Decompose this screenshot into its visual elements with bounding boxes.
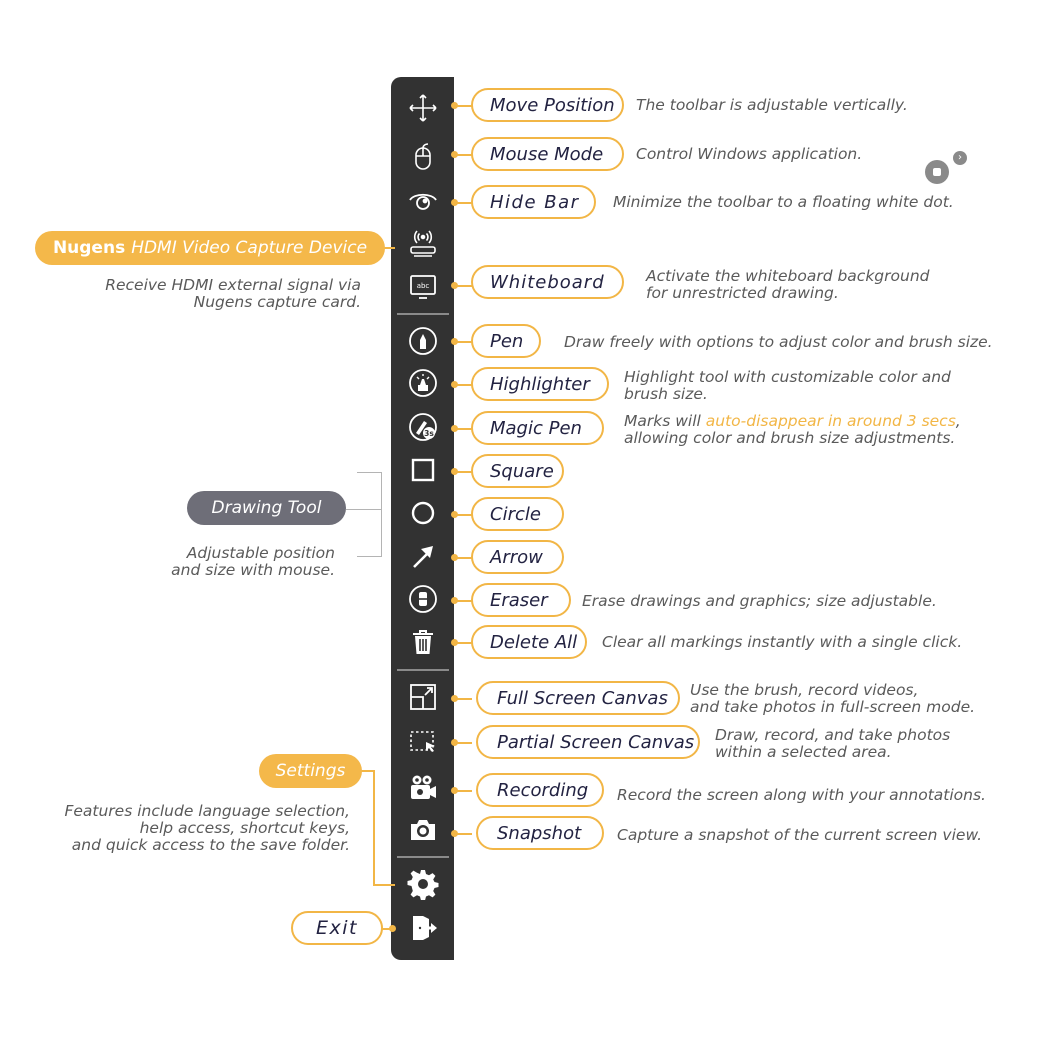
recording-button[interactable] (391, 768, 454, 808)
magic-pen-desc-highlight: auto-disappear in around 3 secs (705, 412, 956, 430)
settings-button[interactable] (391, 864, 454, 904)
trash-icon (407, 626, 439, 658)
video-camera-icon (407, 772, 439, 804)
whiteboard-desc (646, 268, 929, 302)
hdmi-signal-icon (407, 227, 439, 259)
pen-desc: Draw freely with options to adjust color and brush size. (564, 333, 993, 351)
arrow-icon (407, 540, 439, 572)
partial-screen-icon (407, 726, 439, 758)
arrow-label[interactable]: Arrow (471, 540, 564, 574)
partial-screen-desc-line1: Draw, record, and take photos (715, 726, 951, 744)
partial-screen-canvas-desc (715, 727, 950, 761)
highlighter-button[interactable] (391, 363, 454, 403)
drawing-tool-desc-line1: Adjustable position (186, 544, 335, 562)
whiteboard-label[interactable]: Whiteboard (471, 265, 624, 299)
move-icon (407, 92, 439, 124)
snapshot-label[interactable]: Snapshot (476, 816, 604, 850)
hdmi-brand: Nugens (52, 238, 126, 258)
magic-pen-icon (407, 411, 439, 443)
hide-bar-desc: Minimize the toolbar to a floating white dot. (613, 193, 954, 211)
hide-bar-label[interactable]: Hide Bar (471, 185, 596, 219)
whiteboard-icon (407, 270, 439, 302)
hdmi-desc-line2: Nugens capture card. (193, 293, 361, 311)
delete-all-button[interactable] (391, 622, 454, 662)
delete-all-desc: Clear all markings instantly with a single click. (602, 633, 963, 651)
whiteboard-icon-text: abc (416, 282, 429, 290)
highlighter-icon (407, 367, 439, 399)
move-position-desc: The toolbar is adjustable vertically. (636, 96, 908, 114)
magic-pen-desc (624, 413, 961, 447)
circle-icon (407, 497, 439, 529)
exit-button[interactable] (391, 908, 454, 948)
exit-icon (407, 912, 439, 944)
snapshot-button[interactable] (391, 810, 454, 850)
full-screen-canvas-button[interactable] (391, 677, 454, 717)
whiteboard-button[interactable] (391, 266, 454, 306)
settings-pill: Settings (259, 754, 362, 788)
whiteboard-desc-line1: Activate the whiteboard background (646, 267, 930, 285)
hdmi-capture-pill (35, 231, 385, 265)
eraser-label[interactable]: Eraser (471, 583, 571, 617)
gear-icon (407, 868, 439, 900)
magic-pen-desc-post: , (955, 412, 961, 430)
toolbar (391, 77, 454, 960)
hdmi-desc (40, 277, 361, 311)
partial-screen-canvas-label[interactable]: Partial Screen Canvas (476, 725, 700, 759)
full-screen-icon (407, 681, 439, 713)
full-screen-canvas-label[interactable]: Full Screen Canvas (476, 681, 680, 715)
eye-icon (407, 184, 439, 216)
square-label[interactable]: Square (471, 454, 564, 488)
square-icon (407, 454, 439, 486)
settings-desc (20, 803, 350, 854)
settings-desc-line2: help access, shortcut keys, (139, 819, 350, 837)
highlighter-desc-line2: brush size. (624, 385, 708, 403)
pen-button[interactable] (391, 321, 454, 361)
floating-dot[interactable] (925, 160, 949, 184)
drawing-tool-desc (100, 545, 335, 579)
full-screen-canvas-desc (690, 682, 975, 716)
eraser-button[interactable] (391, 579, 454, 619)
square-button[interactable] (391, 450, 454, 490)
hdmi-title: HDMI Video Capture Device (131, 238, 368, 258)
drawing-tool-pill: Drawing Tool (187, 491, 346, 525)
pen-label[interactable]: Pen (471, 324, 541, 358)
mouse-mode-desc: Control Windows application. (636, 145, 863, 163)
mouse-mode-button[interactable] (391, 137, 454, 177)
eraser-desc: Erase drawings and graphics; size adjustable. (582, 592, 937, 610)
magic-pen-desc-pre: Marks will (624, 412, 706, 430)
settings-desc-line3: and quick access to the save folder. (71, 836, 350, 854)
partial-screen-canvas-button[interactable] (391, 722, 454, 762)
eraser-icon (407, 583, 439, 615)
highlighter-desc-line1: Highlight tool with customizable color and (624, 368, 951, 386)
whiteboard-desc-line2: for unrestricted drawing. (646, 284, 839, 302)
stop-icon (933, 168, 941, 176)
move-position-label[interactable]: Move Position (471, 88, 624, 122)
magic-pen-label[interactable]: Magic Pen (471, 411, 604, 445)
exit-label[interactable]: Exit (291, 911, 383, 945)
drawing-tool-desc-line2: and size with mouse. (171, 561, 335, 579)
mouse-mode-label[interactable]: Mouse Mode (471, 137, 624, 171)
arrow-button[interactable] (391, 536, 454, 576)
settings-desc-line1: Features include language selection, (64, 802, 350, 820)
delete-all-label[interactable]: Delete All (471, 625, 587, 659)
circle-button[interactable] (391, 493, 454, 533)
recording-desc: Record the screen along with your annotations. (617, 786, 986, 804)
magic-pen-desc-line2: allowing color and brush size adjustments. (624, 429, 956, 447)
snapshot-desc: Capture a snapshot of the current screen view. (617, 826, 983, 844)
camera-icon (407, 814, 439, 846)
full-screen-desc-line2: and take photos in full-screen mode. (690, 698, 976, 716)
highlighter-desc (624, 369, 951, 403)
hdmi-capture-button[interactable] (391, 223, 454, 263)
pen-icon (407, 325, 439, 357)
chevron-right-icon[interactable]: › (953, 151, 967, 165)
hdmi-desc-line1: Receive HDMI external signal via (105, 276, 361, 294)
full-screen-desc-line1: Use the brush, record videos, (690, 681, 919, 699)
mouse-icon (407, 141, 439, 173)
circle-label[interactable]: Circle (471, 497, 564, 531)
move-position-button[interactable] (391, 88, 454, 128)
magic-pen-button[interactable] (391, 407, 454, 447)
partial-screen-desc-line2: within a selected area. (715, 743, 892, 761)
recording-label[interactable]: Recording (476, 773, 604, 807)
highlighter-label[interactable]: Highlighter (471, 367, 609, 401)
svg-text:3s: 3s (423, 429, 434, 438)
hide-bar-button[interactable] (391, 180, 454, 220)
